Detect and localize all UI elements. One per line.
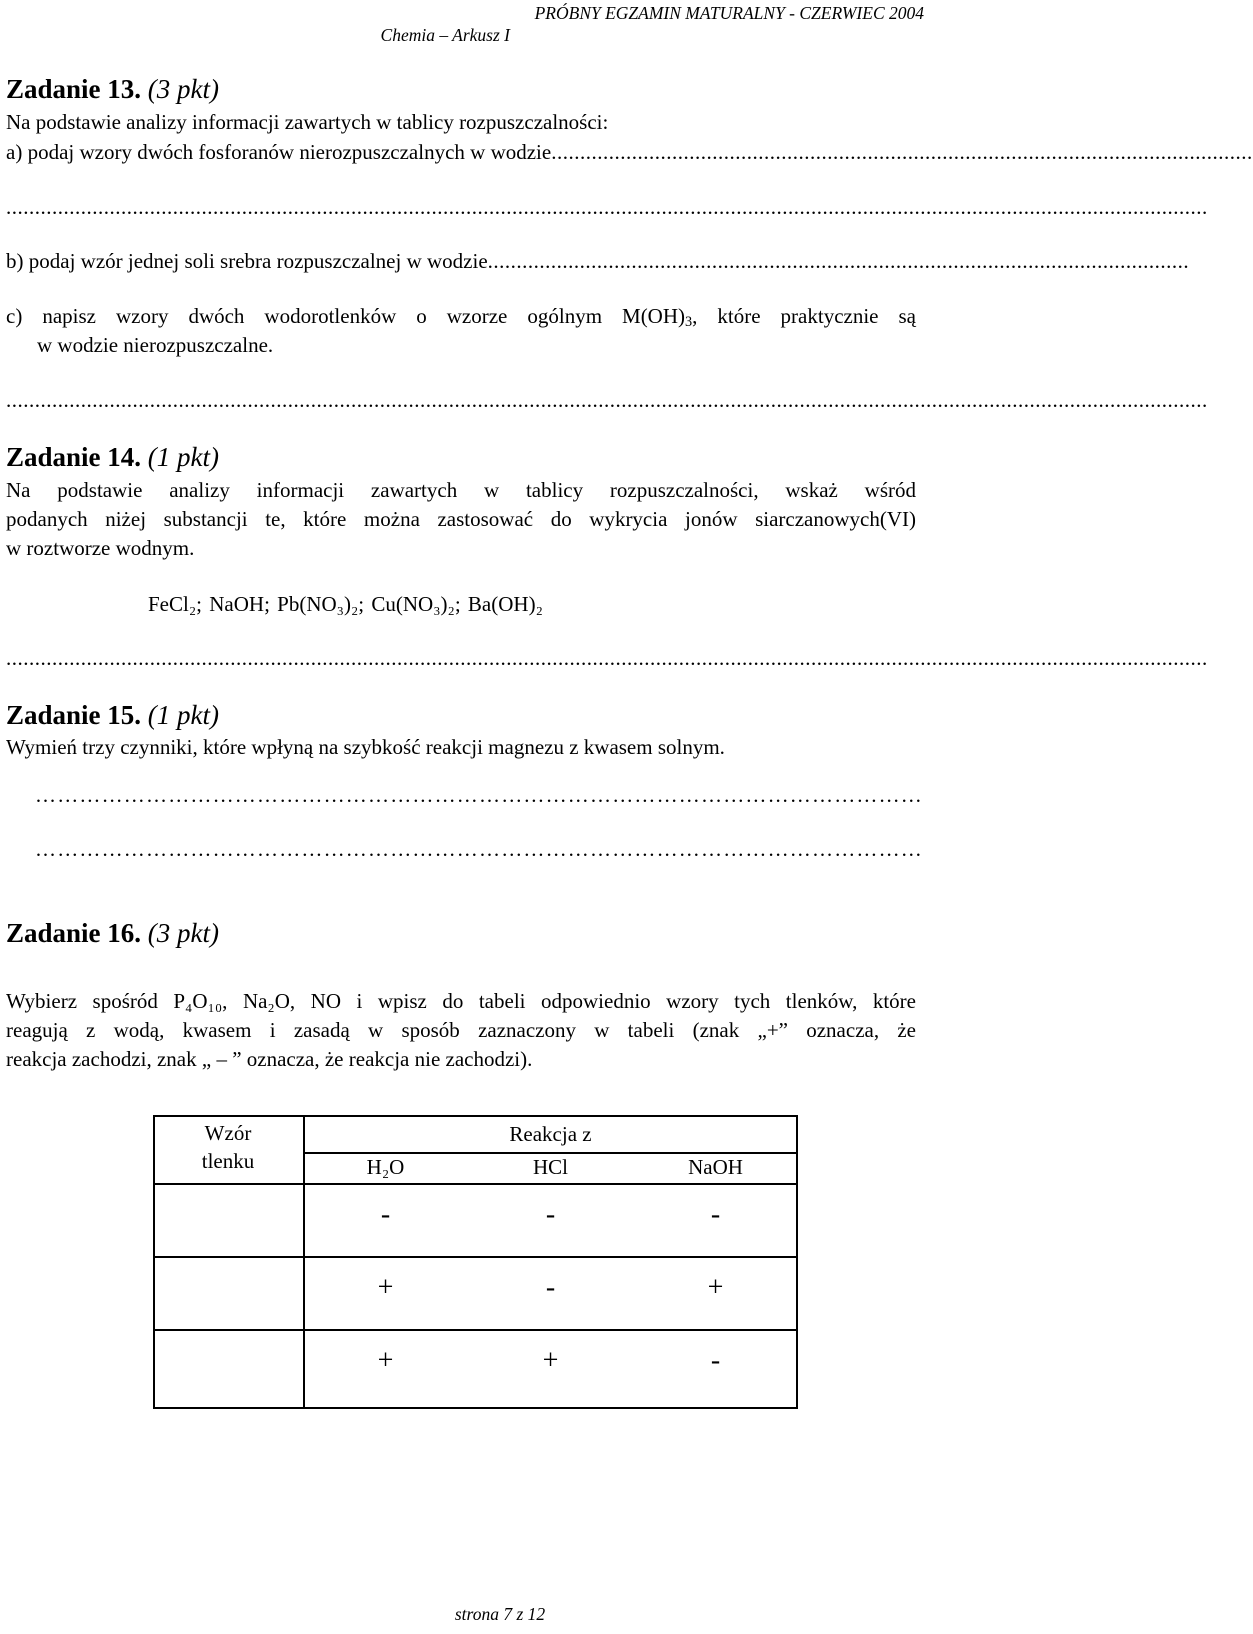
task13-points: (3 pkt) — [147, 74, 219, 104]
task13-a-answer-line[interactable]: .......................................................................................................................... — [551, 140, 1253, 164]
table-row2-naoh-mark: + — [707, 1272, 724, 1303]
task15-answer-line-2[interactable]: ………………………………………………………………………………………………………… — [35, 837, 923, 861]
task15-answer-line-1[interactable]: ………………………………………………………………………………………………………… — [35, 783, 923, 807]
task13-c-line2: w wodzie nierozpuszczalne. — [37, 333, 274, 357]
table-row3-formula-cell[interactable] — [155, 1331, 301, 1405]
table-header-formula-line2: tlenku — [201, 1149, 255, 1173]
task13-title: Zadanie 13. — [6, 74, 142, 104]
task13-c-subscript: 3 — [685, 314, 693, 331]
task16-heading — [6, 918, 219, 949]
task14-heading — [6, 442, 219, 473]
task13-a-answer-line-2[interactable]: ................................................................................................................................................................................................................. — [6, 195, 1208, 219]
task13-b-text: b) podaj wzór jednej soli srebra rozpuszczalnej w wodzie — [6, 249, 488, 273]
task14-formulas: FeCl₂; NaOH; Pb(NO₃)₂; Cu(NO₃)₂; Ba(OH)₂ — [148, 592, 543, 616]
task14-answer-line[interactable]: ................................................................................................................................................................................................................. — [6, 646, 1208, 670]
task16-title: Zadanie 16. — [6, 918, 142, 948]
task14-line3: w roztworze wodnym. — [6, 536, 195, 560]
task15-line1: Wymień trzy czynniki, które wpłyną na szybkość reakcji magnezu z kwasem solnym. — [6, 735, 725, 759]
table-header-formula-line1: Wzór — [204, 1121, 252, 1145]
task16-line3: reakcja zachodzi, znak „ – ” oznacza, że reakcja nie zachodzi). — [6, 1047, 533, 1071]
table-header-reaction: Reakcja z — [509, 1122, 592, 1146]
task13-c-text-b: , które praktycznie są — [692, 304, 916, 328]
task15-heading — [6, 700, 219, 731]
table-row2-hcl-mark: - — [545, 1272, 556, 1303]
table-header-formula — [153, 1119, 303, 1175]
task13-b-answer-line[interactable]: .......................................................................................................................... — [487, 249, 1190, 273]
task13-heading — [6, 74, 219, 105]
table-header-h2o: H₂O — [366, 1155, 405, 1179]
table-divider-reaction-header — [303, 1152, 798, 1154]
task15-title: Zadanie 15. — [6, 700, 142, 730]
table-row2-formula-cell[interactable] — [155, 1258, 301, 1328]
table-row1-h2o-mark: - — [380, 1199, 391, 1230]
exam-header-title: PRÓBNY EGZAMIN MATURALNY - CZERWIEC 2004 — [534, 3, 924, 23]
table-border-top — [153, 1115, 798, 1117]
oxide-reaction-table — [153, 1115, 798, 1409]
task15-points: (1 pkt) — [147, 700, 219, 730]
table-border-bottom — [153, 1407, 798, 1409]
task16-line2: reagują z wodą, kwasem i zasadą w sposób zaznaczony w tabeli (znak „+” oznacza, że — [6, 1018, 916, 1042]
table-row3-naoh-mark: - — [710, 1345, 721, 1376]
exam-header-subtitle: Chemia – Arkusz I — [380, 25, 510, 45]
task16-line1: Wybierz spośród P₄O₁₀, Na₂O, NO i wpisz do tabeli odpowiednio wzory tych tlenków, które — [6, 989, 916, 1013]
table-row2-h2o-mark: + — [377, 1272, 394, 1303]
task16-points: (3 pkt) — [147, 918, 219, 948]
table-row3-hcl-mark: + — [542, 1345, 559, 1376]
page-number: strona 7 z 12 — [454, 1604, 546, 1624]
table-row1-naoh-mark: - — [710, 1199, 721, 1230]
task13-c-line1 — [6, 304, 916, 329]
task14-points: (1 pkt) — [147, 442, 219, 472]
task13-a-row — [6, 140, 1253, 165]
table-header-hcl: HCl — [532, 1155, 568, 1179]
table-header-naoh: NaOH — [688, 1155, 743, 1179]
table-row1-hcl-mark: - — [545, 1199, 556, 1230]
task14-line1: Na podstawie analizy informacji zawartych w tablicy rozpuszczalności, wskaż wśród — [6, 478, 916, 502]
task14-title: Zadanie 14. — [6, 442, 142, 472]
table-row3-h2o-mark: + — [377, 1345, 394, 1376]
task13-b-row — [6, 249, 1190, 274]
task13-intro: Na podstawie analizy informacji zawartych w tablicy rozpuszczalności: — [6, 110, 609, 134]
task13-c-text-a: c) napisz wzory dwóch wodorotlenków o wzorze ogólnym M(OH) — [6, 304, 686, 328]
task13-a-text: a) podaj wzory dwóch fosforanów nierozpuszczalnych w wodzie — [6, 140, 552, 164]
table-row1-formula-cell[interactable] — [155, 1185, 301, 1255]
task14-line2: podanych niżej substancji te, które można zastosować do wykrycia jonów siarczanowych(VI) — [6, 507, 916, 531]
task13-c-answer-line[interactable]: ................................................................................................................................................................................................................. — [6, 388, 1208, 412]
